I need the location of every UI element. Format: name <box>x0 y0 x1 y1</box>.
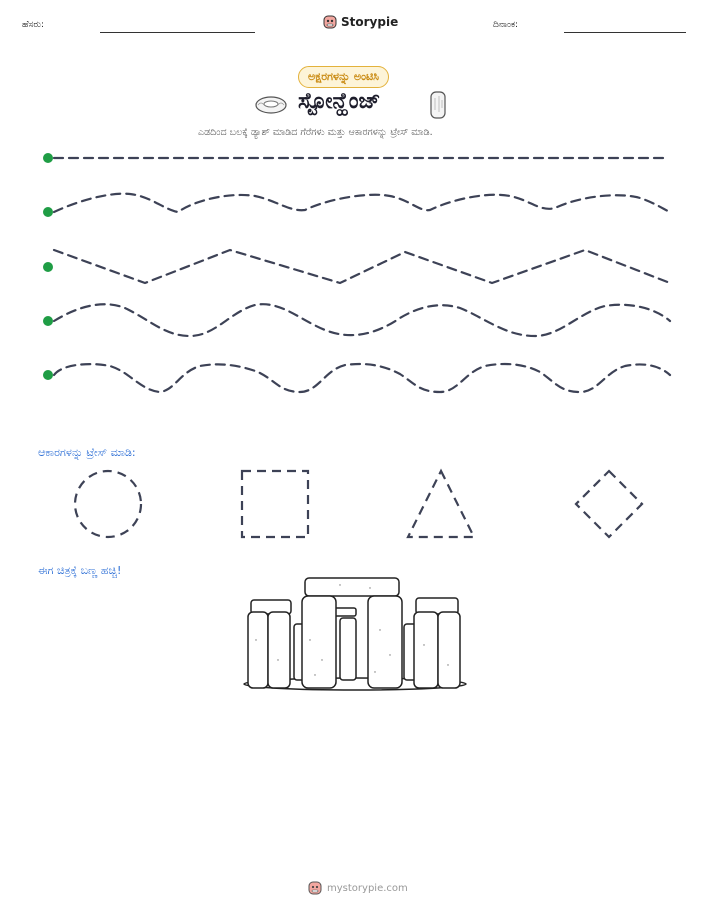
instruction-text: ಎಡದಿಂದ ಬಲಕ್ಕೆ ಡ್ಯಾಶ್ ಮಾಡಿದ ಗೆರೆಗಳು ಮತ್ತು ಆಕಾರಗಳನ್ನು ಟ್ರೇಸ್ ಮಾಡಿ. <box>198 127 433 138</box>
trace-line-wave[interactable] <box>54 304 670 336</box>
start-dot <box>43 153 53 163</box>
name-line[interactable] <box>100 32 255 33</box>
date-label: ದಿನಾಂಕ: <box>493 20 519 30</box>
brand-name: Storypie <box>341 15 399 29</box>
footer-site[interactable]: mystorypie.com <box>327 882 408 894</box>
ring-stone-icon <box>254 95 288 115</box>
trace-line-zigzag[interactable] <box>54 250 670 283</box>
trace-line-gentle-wave[interactable] <box>54 194 670 212</box>
trace-shapes <box>0 462 709 546</box>
date-line[interactable] <box>564 32 686 33</box>
start-dot <box>43 316 53 326</box>
start-dot <box>43 262 53 272</box>
trace-shape-circle[interactable] <box>75 471 141 537</box>
brand-logo <box>323 14 398 30</box>
tracing-lines <box>0 140 709 400</box>
standing-stone-icon <box>428 90 448 120</box>
start-dot <box>43 207 53 217</box>
storypie-mascot-icon <box>323 14 337 30</box>
shapes-section-label: ಆಕಾರಗಳನ್ನು ಟ್ರೇಸ್ ಮಾಡಿ: <box>38 446 136 459</box>
trace-shape-triangle[interactable] <box>408 471 474 537</box>
name-label: ಹೆಸರು: <box>22 20 45 30</box>
footer <box>308 880 408 896</box>
trace-shape-diamond[interactable] <box>576 471 642 537</box>
trace-line-bumps[interactable] <box>54 364 670 392</box>
storypie-mascot-icon <box>308 880 322 896</box>
coloring-section-label: ಈಗ ಚಿತ್ರಕ್ಕೆ ಬಣ್ಣ ಹಚ್ಚಿ! <box>38 564 122 577</box>
stonehenge-coloring-image[interactable] <box>240 574 472 694</box>
topic-badge: ಅಕ್ಷರಗಳನ್ನು ಅಂಟಿಸಿ <box>298 66 389 88</box>
start-dot <box>43 370 53 380</box>
page-title: ಸ್ಟೋನ್ಹೆಂಜ್ <box>298 89 381 114</box>
trace-shape-square[interactable] <box>242 471 308 537</box>
